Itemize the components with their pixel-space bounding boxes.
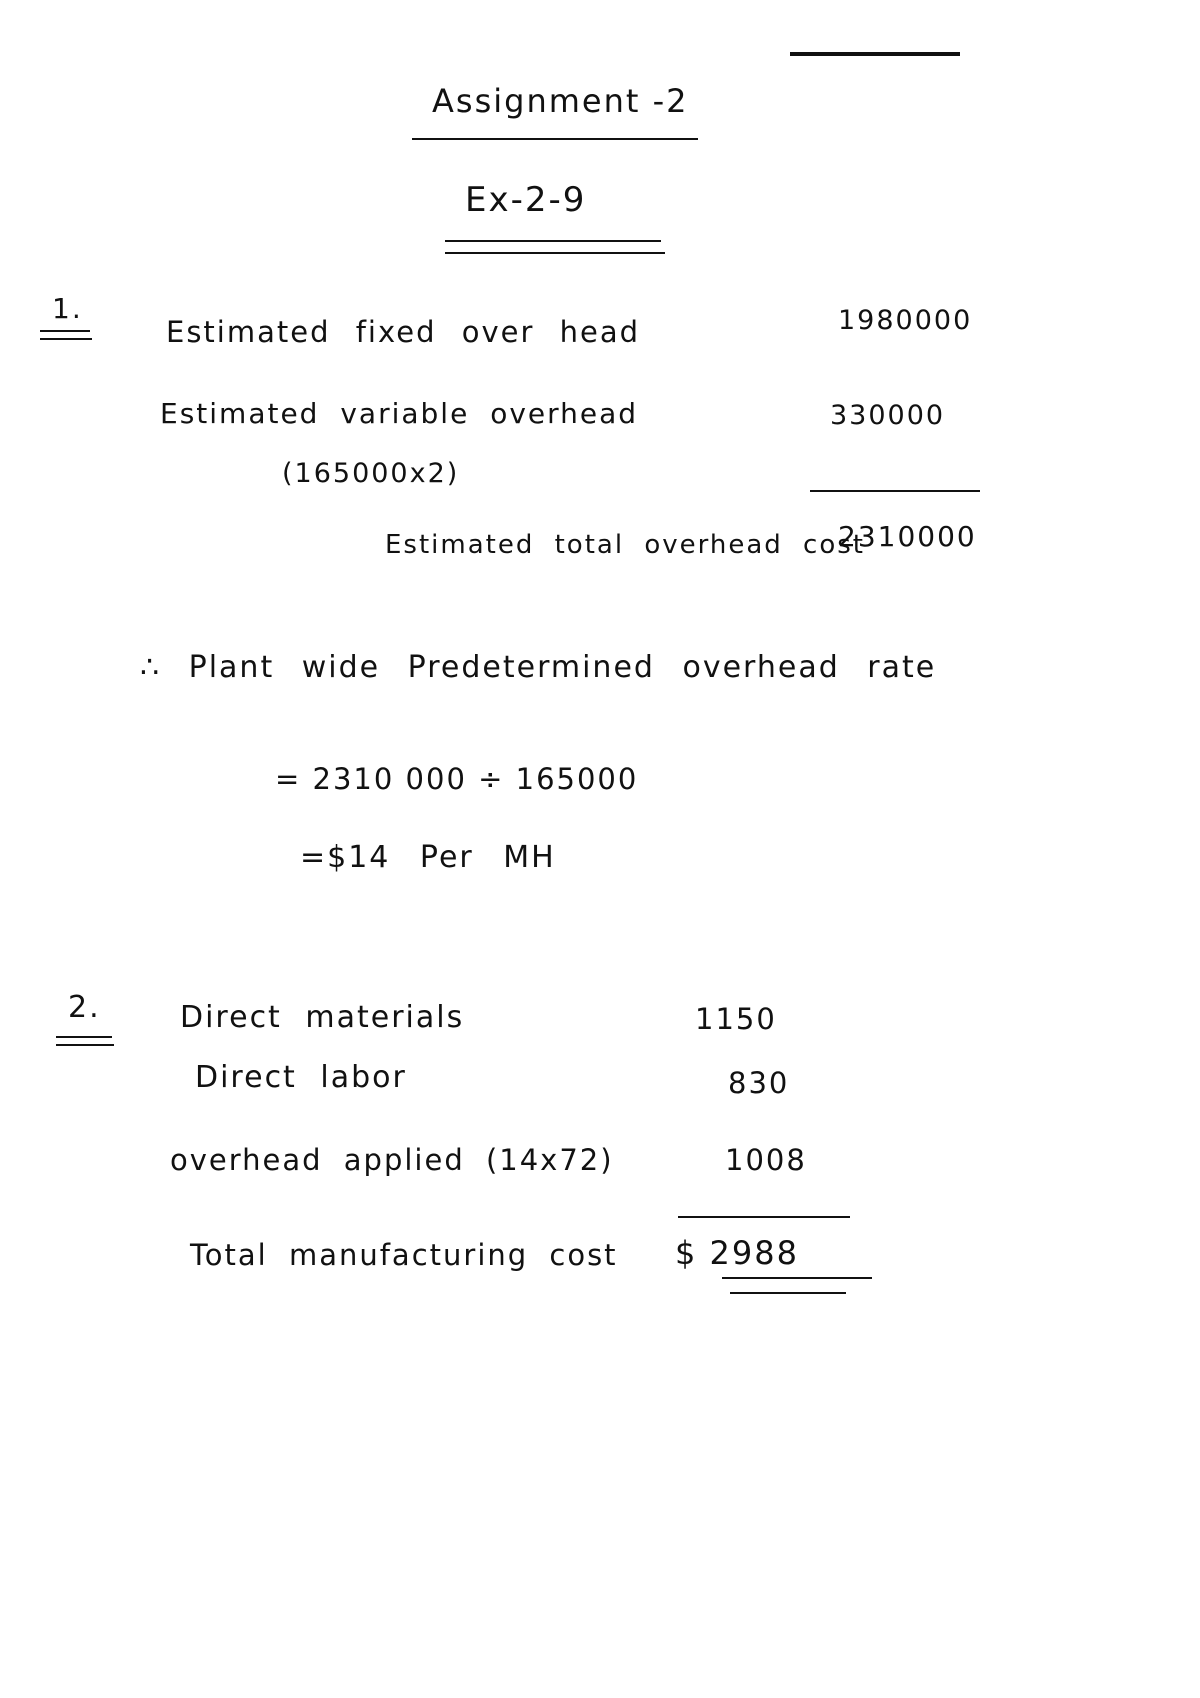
part2-number: 2. bbox=[68, 990, 101, 1025]
part2-number-underline-2 bbox=[56, 1044, 114, 1046]
rate-result: =$14 Per MH bbox=[300, 840, 556, 875]
variable-overhead-value: 330000 bbox=[830, 400, 946, 431]
direct-labor-label: Direct labor bbox=[195, 1060, 407, 1095]
variable-overhead-label: Estimated variable overhead bbox=[160, 397, 639, 430]
overhead-applied-label: overhead applied (14x72) bbox=[170, 1143, 614, 1177]
page-title: Assignment -2 bbox=[432, 82, 689, 120]
exercise-underline-2 bbox=[445, 252, 665, 254]
variable-overhead-calc: (165000x2) bbox=[282, 458, 460, 489]
part1-number-underline-1 bbox=[40, 330, 90, 332]
direct-labor-value: 830 bbox=[728, 1066, 790, 1100]
rate-calculation: = 2310 000 ÷ 165000 bbox=[275, 762, 639, 796]
exercise-label: Ex-2-9 bbox=[465, 180, 587, 220]
overhead-applied-value: 1008 bbox=[725, 1143, 807, 1177]
exercise-underline-1 bbox=[445, 240, 661, 242]
direct-materials-label: Direct materials bbox=[180, 1000, 465, 1035]
total-double-underline-1 bbox=[722, 1277, 872, 1279]
part1-number-underline-2 bbox=[40, 338, 92, 340]
top-edge-line bbox=[790, 52, 960, 56]
total-manufacturing-value: $ 2988 bbox=[675, 1234, 799, 1272]
total-overhead-label: Estimated total overhead cost bbox=[385, 530, 865, 560]
title-underline bbox=[412, 138, 698, 140]
total-overhead-value: 2310000 bbox=[838, 520, 977, 553]
fixed-overhead-label: Estimated fixed over head bbox=[166, 315, 641, 349]
total-double-underline-2 bbox=[730, 1292, 846, 1294]
part1-number: 1. bbox=[52, 292, 83, 325]
subtotal-line bbox=[810, 490, 980, 492]
rate-label: ∴ Plant wide Predetermined overhead rate bbox=[140, 650, 937, 685]
direct-materials-value: 1150 bbox=[695, 1002, 777, 1036]
total-line bbox=[678, 1216, 850, 1218]
fixed-overhead-value: 1980000 bbox=[838, 305, 973, 336]
total-manufacturing-label: Total manufacturing cost bbox=[190, 1238, 618, 1272]
part2-number-underline-1 bbox=[56, 1036, 112, 1038]
